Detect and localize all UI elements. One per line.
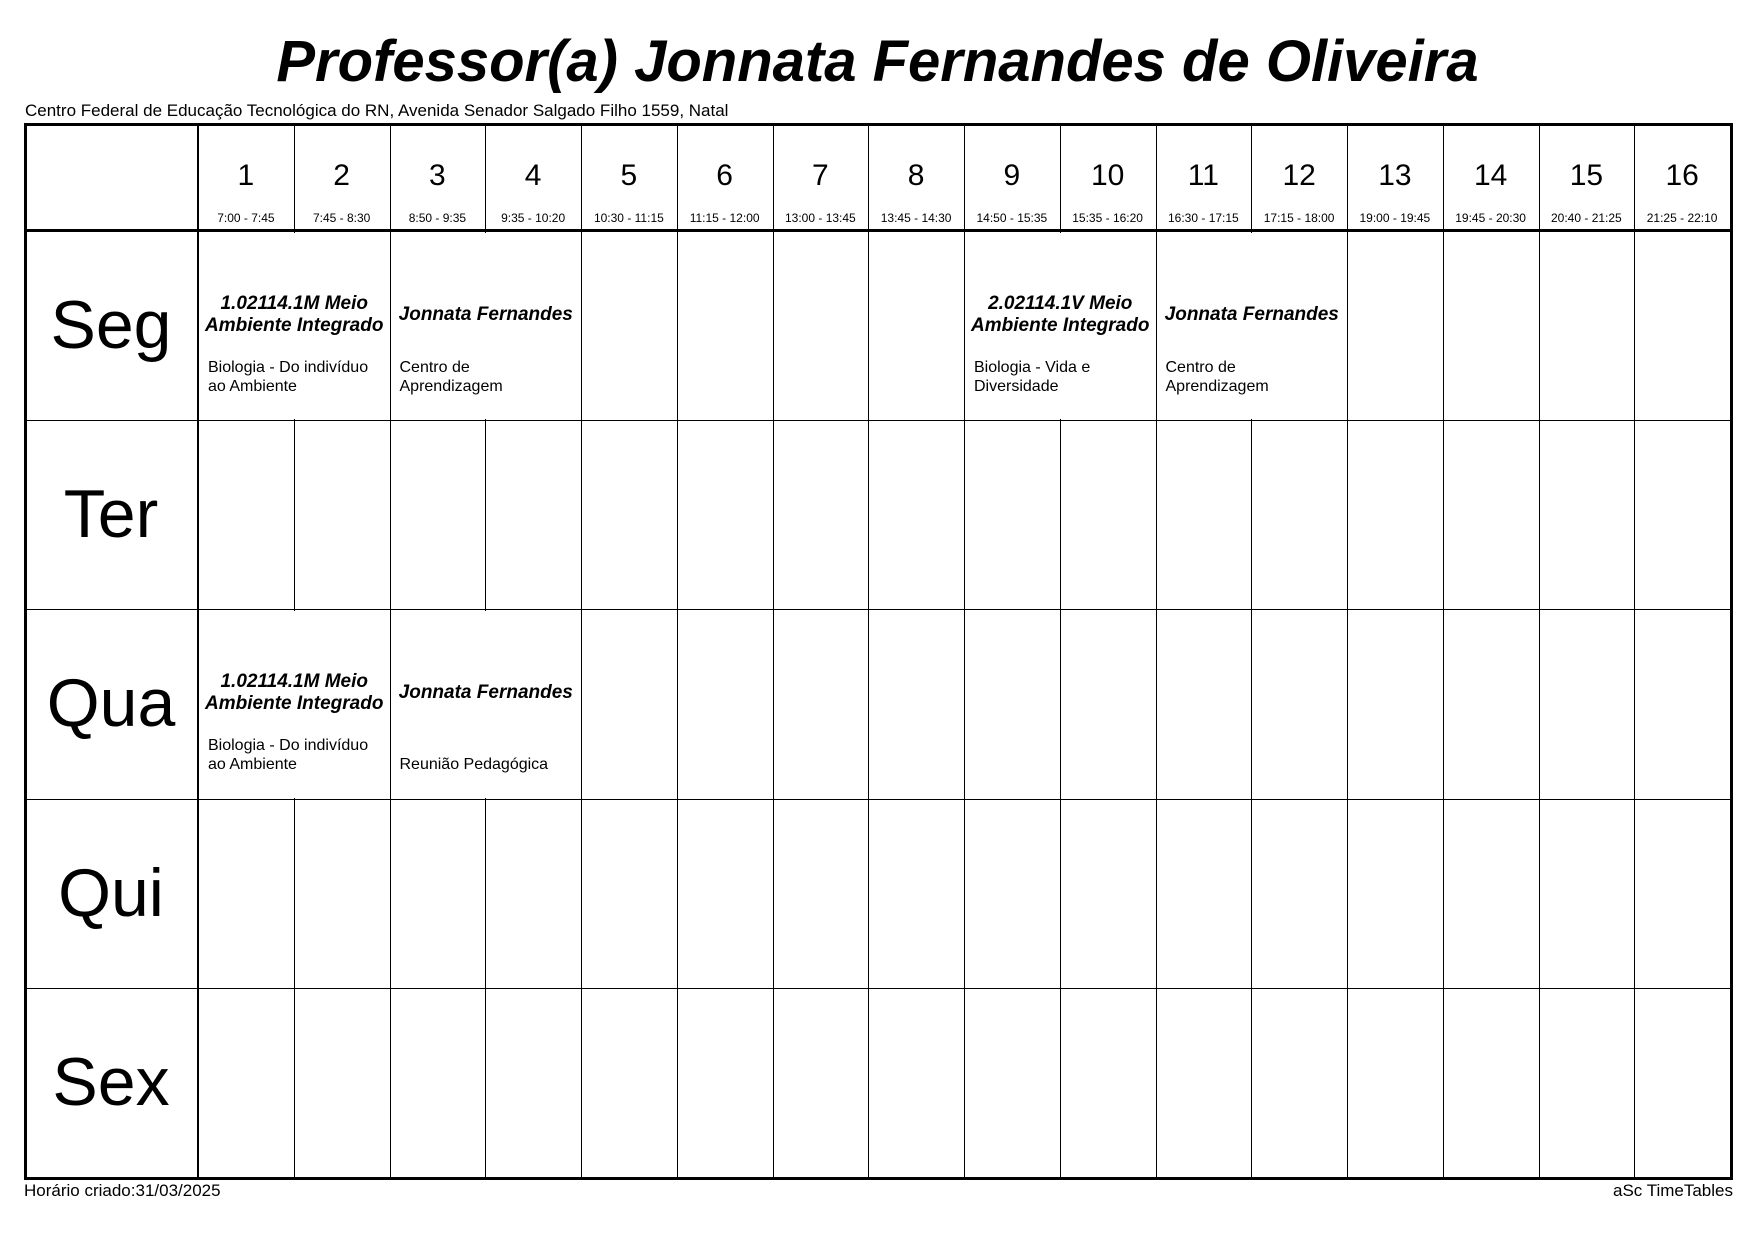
lesson-cell[interactable]: [199, 611, 390, 797]
period-header: [1539, 126, 1635, 231]
period-number: 7: [812, 159, 829, 192]
created-date: Horário criado:31/03/2025: [24, 1181, 221, 1200]
period-header: [294, 126, 390, 231]
period-number: 6: [716, 159, 733, 192]
lesson-subject: Reunião Pedagógica: [399, 756, 549, 774]
period-time: 17:15 - 18:00: [1263, 211, 1335, 225]
column-divider: [1347, 126, 1348, 1177]
period-number: 13: [1378, 159, 1412, 192]
period-time: 14:50 - 15:35: [976, 211, 1048, 225]
lesson-subject: Biologia - Do indivíduo ao Ambiente: [208, 737, 369, 774]
lesson-subject: Biologia - Do indivíduo ao Ambiente: [208, 359, 369, 395]
period-number: 14: [1473, 159, 1508, 192]
column-divider: [1634, 126, 1635, 1177]
school-address: Centro Federal de Educação Tecnológica do RN, Avenida Senador Salgado Filho 1559, Natal: [25, 101, 729, 120]
lesson-class: 2.02114.1V Meio Ambiente Integrado: [971, 293, 1150, 336]
lesson-cell[interactable]: [391, 611, 582, 797]
lesson-subject: Centro de Aprendizagem: [399, 359, 503, 395]
period-header: [390, 126, 486, 231]
period-number: 16: [1665, 159, 1699, 192]
row-divider: [27, 609, 1730, 610]
column-divider: [1443, 126, 1444, 1177]
period-time: 19:45 - 20:30: [1455, 211, 1526, 225]
period-number: 5: [620, 159, 638, 192]
period-time: 15:35 - 16:20: [1072, 211, 1143, 225]
column-divider: [773, 126, 774, 1177]
period-time: 21:25 - 22:10: [1646, 211, 1718, 225]
period-number: 9: [1003, 159, 1021, 192]
lesson-class: 1.02114.1M Meio Ambiente Integrado: [205, 671, 384, 715]
lesson-class: Jonnata Fernandes: [398, 682, 573, 704]
period-header: [1347, 126, 1443, 231]
period-header: [1443, 126, 1539, 231]
row-divider: [27, 988, 1730, 989]
period-time: 13:45 - 14:30: [880, 211, 952, 225]
period-header: [1156, 126, 1252, 231]
column-divider: [581, 126, 582, 1177]
column-divider: [868, 126, 869, 1177]
lesson-class: 1.02114.1M Meio Ambiente Integrado: [205, 293, 384, 336]
column-divider: [677, 126, 678, 1177]
lesson-subject: Biologia - Vida e Diversidade: [974, 359, 1091, 395]
period-number: 10: [1090, 159, 1125, 192]
column-divider: [1539, 126, 1540, 1177]
period-header: [1634, 126, 1730, 231]
period-header: [868, 126, 964, 231]
period-time: 9:35 - 10:20: [501, 211, 566, 225]
row-divider: [27, 420, 1730, 421]
period-time: 19:00 - 19:45: [1359, 211, 1431, 225]
lesson-cell[interactable]: [391, 233, 582, 419]
period-header: [964, 126, 1060, 231]
period-header: [581, 126, 677, 231]
row-divider: [27, 229, 1730, 232]
period-time: 10:30 - 11:15: [593, 211, 664, 225]
period-number: 11: [1187, 159, 1219, 192]
period-number: 12: [1282, 159, 1316, 192]
period-header: [1251, 126, 1347, 231]
period-header: [773, 126, 869, 231]
period-time: 11:15 - 12:00: [689, 211, 760, 225]
lesson-cell[interactable]: [1157, 233, 1348, 419]
period-number: 2: [333, 159, 350, 192]
period-time: 7:00 - 7:45: [217, 211, 275, 225]
period-time: 13:00 - 13:45: [785, 211, 856, 225]
period-time: 20:40 - 21:25: [1551, 211, 1622, 225]
period-number: 1: [237, 159, 255, 192]
lesson-cell[interactable]: [199, 233, 390, 419]
software-credit: aSc TimeTables: [1613, 1181, 1733, 1200]
period-header: [677, 126, 773, 231]
row-divider: [27, 799, 1730, 800]
period-number: 8: [907, 159, 925, 192]
period-number: 3: [429, 159, 446, 192]
period-time: 8:50 - 9:35: [408, 211, 467, 225]
day-label: Qua: [46, 665, 176, 742]
period-header: [485, 126, 581, 231]
page-title: Professor(a) Jonnata Fernandes de Oliveira: [276, 29, 1479, 94]
lesson-class: Jonnata Fernandes: [1164, 304, 1339, 325]
period-header: [1060, 126, 1156, 231]
period-header: [198, 126, 294, 231]
timetable-grid: [24, 123, 1733, 1180]
lesson-subject: Centro de Aprendizagem: [1165, 359, 1269, 395]
period-time: 16:30 - 17:15: [1168, 211, 1239, 225]
day-label: Ter: [63, 476, 159, 553]
lesson-cell[interactable]: [965, 233, 1156, 419]
period-time: 7:45 - 8:30: [312, 211, 371, 225]
day-label: Seg: [50, 287, 172, 363]
day-label: Qui: [58, 854, 164, 931]
period-number: 4: [524, 159, 542, 192]
period-number: 15: [1569, 159, 1604, 192]
day-label: Sex: [52, 1043, 170, 1120]
lesson-class: Jonnata Fernandes: [398, 304, 573, 325]
